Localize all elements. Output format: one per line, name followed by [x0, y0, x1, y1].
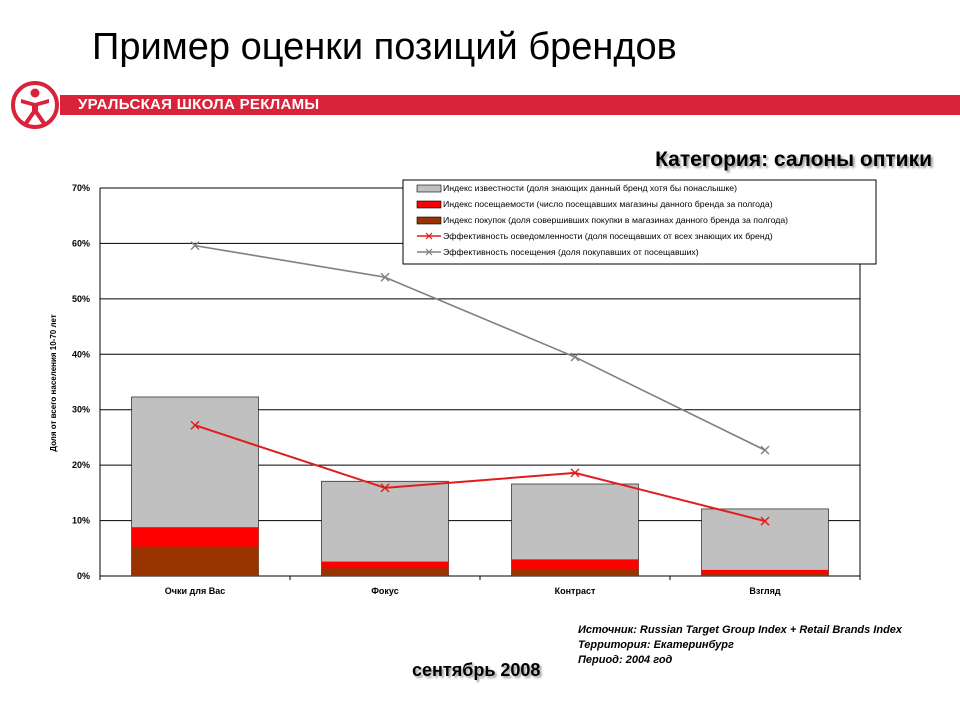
- legend-entry: Эффективность осведомленности (доля посещавших от всех знающих их бренд): [443, 231, 773, 241]
- legend-swatch: [417, 217, 441, 224]
- legend-swatch: [417, 201, 441, 208]
- bar-purchase: [702, 574, 829, 576]
- y-tick-label: 40%: [71, 349, 90, 360]
- category-label: Категория: салоны оптики: [655, 148, 932, 171]
- banner-text: УРАЛЬСКАЯ ШКОЛА РЕКЛАМЫ: [78, 96, 320, 113]
- legend-entry: Индекс посещаемости (число посещавших магазины данного бренда за полгода): [443, 199, 773, 209]
- x-tick-label: Контраст: [554, 586, 596, 596]
- bar-purchase: [512, 569, 639, 576]
- legend-entry: Индекс покупок (доля совершивших покупки в магазинах данного бренда за полгода): [443, 215, 789, 225]
- y-tick-label: 20%: [71, 460, 90, 471]
- y-tick-label: 10%: [71, 515, 90, 526]
- y-tick-label: 70%: [71, 183, 90, 193]
- source-line: Источник: Russian Target Group Index + Retail Brands Index: [578, 624, 903, 636]
- bar-purchase: [132, 547, 259, 576]
- page-title: Пример оценки позиций брендов: [92, 26, 677, 68]
- x-tick-label: Фокус: [371, 586, 399, 596]
- y-tick-label: 60%: [71, 238, 90, 249]
- y-tick-label: 0%: [76, 571, 90, 581]
- x-tick-label: Очки для Вас: [164, 586, 226, 596]
- legend-entry: Индекс известности (доля знающих данный бренд хотя бы понаслышке): [443, 183, 737, 193]
- territory-line: Территория: Екатеринбург: [578, 639, 734, 651]
- source-block: [578, 623, 902, 668]
- y-tick-label: 30%: [71, 404, 90, 415]
- legend-entry: Эффективность посещения (доля покупавших от посещавших): [443, 247, 699, 257]
- bar-awareness: [702, 509, 829, 576]
- x-tick-label: Взгляд: [749, 586, 781, 596]
- line-eff-awareness: [195, 425, 765, 521]
- legend-swatch: [417, 185, 441, 192]
- y-axis-label: Доля от всего населения 10-70 лет: [49, 314, 58, 452]
- footer-date: сентябрь 2008: [412, 660, 541, 680]
- y-tick-label: 50%: [71, 293, 90, 304]
- line-eff-visit-point: [761, 446, 769, 454]
- line-eff-visit: [195, 246, 765, 451]
- period-line: Период: 2004 год: [578, 654, 673, 666]
- bar-purchase: [322, 568, 449, 576]
